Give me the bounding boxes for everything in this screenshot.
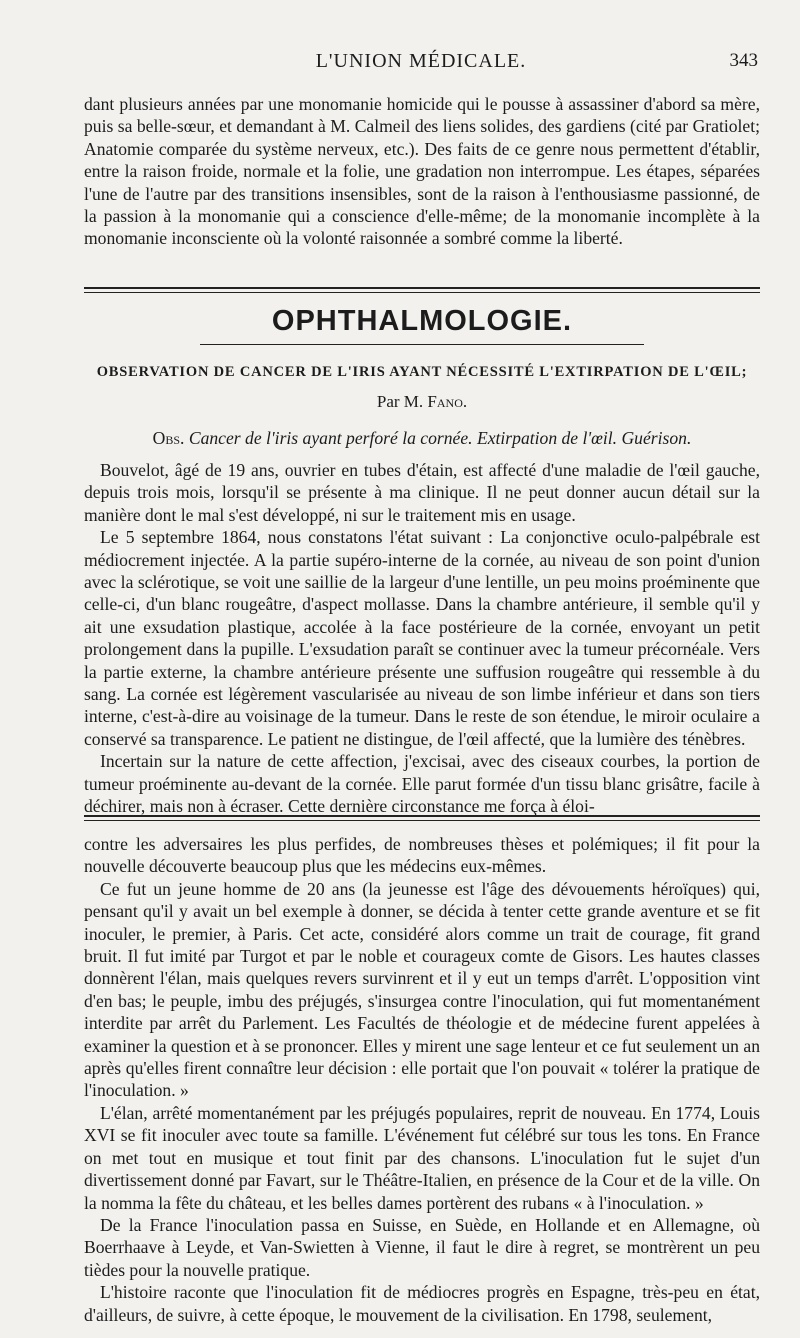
paragraph: Bouvelot, âgé de 19 ans, ouvrier en tubes d'étain, est affecté d'une maladie de l'œil gauche, depuis trois mois, lorsqu'il se présente à ma clinique. Il ne peut donner aucun détail sur la manière dont le mal s'est développé, ni sur le traitement mis en usage.: [84, 460, 760, 525]
article-body: [84, 459, 760, 818]
section-title: OPHTHALMOLOGIE.: [271, 305, 573, 337]
title-underline: [200, 344, 644, 345]
article-title: OBSERVATION DE CANCER DE L'IRIS AYANT NÉCESSITÉ L'EXTIRPATION DE L'ŒIL;: [96, 364, 748, 380]
article-author: [84, 392, 760, 412]
author-name: M. Fano.: [403, 392, 468, 411]
page-number: 343: [729, 50, 758, 71]
top-text-block: [84, 93, 760, 250]
paragraph: contre les adversaires les plus perfides, de nombreuses thèses et polémiques; il fit pour la nouvelle découverte beaucoup plus que les médecins eux-mêmes.: [84, 834, 760, 877]
feuilleton-divider: [84, 815, 760, 821]
paragraph: De la France l'inoculation passa en Suisse, en Suède, en Hollande et en Allemagne, où Boerrhaave à Leyde, et Van-Swietten à Vienne, il faut le dire à regret, se montrèrent un peu tièdes pour la nouvelle pratique.: [84, 1214, 760, 1280]
paragraph: L'élan, arrêté momentanément par les préjugés populaires, reprit de nouveau. En 1774, Louis XVI se fit inoculer avec toute sa famille. L'événement fut célébré sur tous les tons. En France on met tout en musique et tout finit par des chansons. L'inoculation fut le sujet d'un divertissement donné par Favart, sur le Théâtre-Italien, en présence de la Cour et de la ville. On la nomma la fête du château, et les belles dames portèrent des rubans « à l'inoculation. »: [84, 1102, 760, 1213]
feuilleton-text: [84, 833, 760, 1326]
paragraph: L'histoire raconte que l'inoculation fit de médiocres progrès en Espagne, très-peu en état, d'ailleurs, de suivre, à cette époque, le mouvement de la civilisation. En 1798, seulement,: [84, 1282, 760, 1325]
paragraph: dant plusieurs années par une monomanie homicide qui le pousse à assassiner d'abord sa mère, puis sa belle-sœur, et demandant à M. Calmeil des liens solides, des gardiens (cité par Gratiolet; Anatomie comparée du système nerveux, etc.). Des faits de ce genre nous permettent d'établir, entre la raison froide, normale et la folie, une gradation non interrompue. Les étapes, séparées l'une de l'autre par des transitions insensibles, sont de la raison à l'enthousiasme passionné, de la passion à la monomanie qui a conscience d'elle-même; de la monomanie incomplète à la monomanie inconsciente où la volonté raisonnée a sombré comme la liberté.: [84, 94, 760, 249]
page-header: [84, 50, 758, 80]
running-head: L'UNION MÉDICALE.: [315, 50, 527, 72]
section-divider: [84, 287, 760, 293]
author-prefix: Par: [376, 392, 400, 411]
observation-heading: [84, 428, 760, 449]
paragraph: Incertain sur la nature de cette affection, j'excisai, avec des ciseaux courbes, la portion de tumeur proéminente au-devant de la cornée. Elle parut formée d'un tissu blanc grisâtre, facile à déchirer, mais non à écraser. Cette dernière circonstance me força à éloi-: [84, 751, 760, 817]
observation-title: Cancer de l'iris ayant perforé la cornée. Extirpation de l'œil. Guérison.: [188, 428, 692, 448]
paragraph: Le 5 septembre 1864, nous constatons l'état suivant : La conjonctive oculo-palpébrale est médiocrement injectée. A la partie supéro-interne de la cornée, au niveau de son point d'union avec la sclérotique, se voit une saillie de la largeur d'une lentille, un peu moins proéminente que celle-ci, d'un blanc rougeâtre, d'aspect mollasse. Dans la chambre antérieure, il semble qu'il y ait une exsudation plastique, accolée à la face postérieure de la cornée, envoyant un petit prolongement dans la pupille. L'exsudation paraît se continuer avec la tumeur précornéale. Vers la partie externe, la chambre antérieure présente une suffusion rougeâtre qui ressemble à du sang. La cornée est légèrement vascularisée au niveau de son limbe inférieur et dans son tiers interne, c'est-à-dire au voisinage de la tumeur. Dans le reste de son étendue, le miroir oculaire a conservé sa transparence. Le patient ne distingue, de l'œil affecté, que la lumière des ténèbres.: [84, 527, 760, 749]
observation-label: Obs.: [152, 428, 185, 448]
paragraph: Ce fut un jeune homme de 20 ans (la jeunesse est l'âge des dévouements héroïques) qui, pensant qu'il y avait un bel exemple à donner, se décida à tenter cette grande aventure et se fit inoculer, le premier, à Paris. Cet acte, considéré alors comme un trait de courage, fit grand bruit. Il fut imité par Turgot et par le noble et courageux comte de Gisors. Les hautes classes donnèrent l'élan, mais quelques revers survinrent et il y eut un temps d'arrêt. L'opposition vint d'en bas; le peuple, imbu des préjugés, s'insurgea contre l'inoculation, qui fut momentanément interdite par arrêt du Parlement. Les Facultés de théologie et de médecine furent appelées à examiner la question et à se prononcer. Elles y mirent une sage lenteur et ce fut seulement un an après qu'elles firent connaître leur décision : elle portait que l'on pouvait « tolérer la pratique de l'inoculation. »: [84, 878, 760, 1101]
